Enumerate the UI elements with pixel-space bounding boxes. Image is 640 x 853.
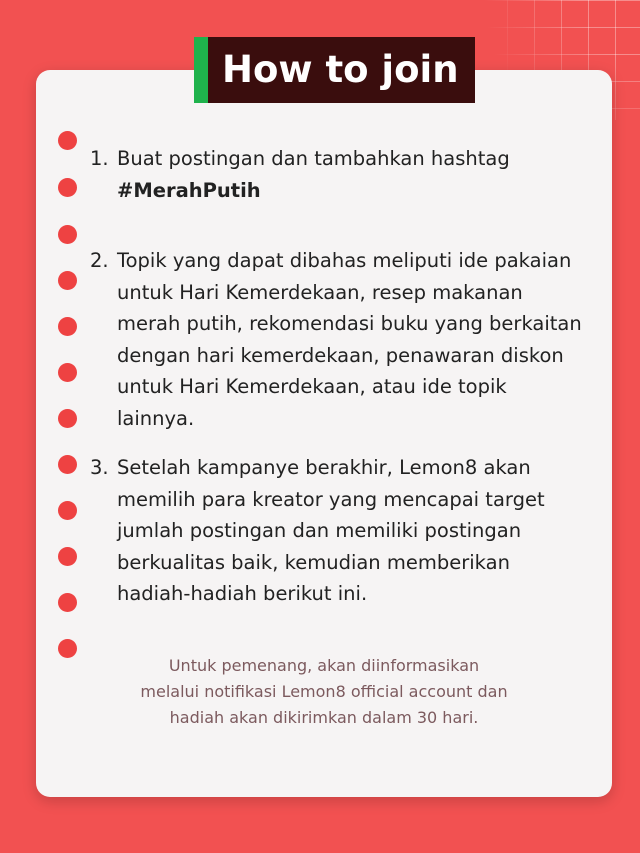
- binder-hole-icon: [58, 178, 77, 197]
- hashtag-label: #MerahPutih: [117, 178, 261, 202]
- binder-hole-icon: [58, 225, 77, 244]
- step-text-line: hadiah-hadiah berikut ini.: [117, 582, 368, 605]
- binder-hole-icon: [58, 271, 77, 290]
- binder-hole-icon: [58, 501, 77, 520]
- step-text-line: merah putih, rekomendasi buku yang berkaitan: [117, 312, 582, 335]
- step-number: 2.: [90, 249, 109, 272]
- binder-hole-icon: [58, 409, 77, 428]
- binder-hole-icon: [58, 455, 77, 474]
- winner-footnote: [36, 653, 612, 731]
- step-text-line: berkualitas baik, kemudian memberikan: [117, 550, 510, 574]
- title-accent-stripe: [194, 37, 208, 103]
- page-title: How to join: [208, 37, 475, 103]
- step-text-line: untuk Hari Kemerdekaan, resep makanan: [117, 280, 523, 304]
- step-number: 3.: [90, 456, 109, 479]
- footnote-line: hadiah akan dikirimkan dalam 30 hari.: [169, 708, 479, 727]
- step-text-line: Buat postingan dan tambahkan hashtag: [117, 147, 510, 170]
- step-text-line: untuk Hari Kemerdekaan, atau ide topik: [117, 375, 507, 398]
- step-text-line: jumlah postingan dan memiliki postingan: [117, 519, 522, 542]
- binder-hole-icon: [58, 547, 77, 566]
- step-text-line: lainnya.: [117, 406, 195, 430]
- binder-hole-icon: [58, 593, 77, 612]
- step-3: [90, 452, 600, 610]
- binder-hole-icon: [58, 131, 77, 150]
- title-banner: [194, 37, 475, 103]
- binder-hole-icon: [58, 363, 77, 382]
- step-number: 1.: [90, 147, 109, 170]
- step-2: [90, 245, 600, 434]
- binder-hole-icon: [58, 317, 77, 336]
- step-text-line: memilih para kreator yang mencapai target: [117, 487, 545, 511]
- step-text-line: Topik yang dapat dibahas meliputi ide pakaian: [117, 249, 572, 272]
- step-text-line: Setelah kampanye berakhir, Lemon8 akan: [117, 456, 531, 479]
- step-1: [90, 143, 600, 206]
- footnote-line: melalui notifikasi Lemon8 official account dan: [140, 682, 508, 701]
- footnote-line: Untuk pemenang, akan diinformasikan: [168, 656, 480, 675]
- step-text-line: dengan hari kemerdekaan, penawaran diskon: [117, 343, 564, 367]
